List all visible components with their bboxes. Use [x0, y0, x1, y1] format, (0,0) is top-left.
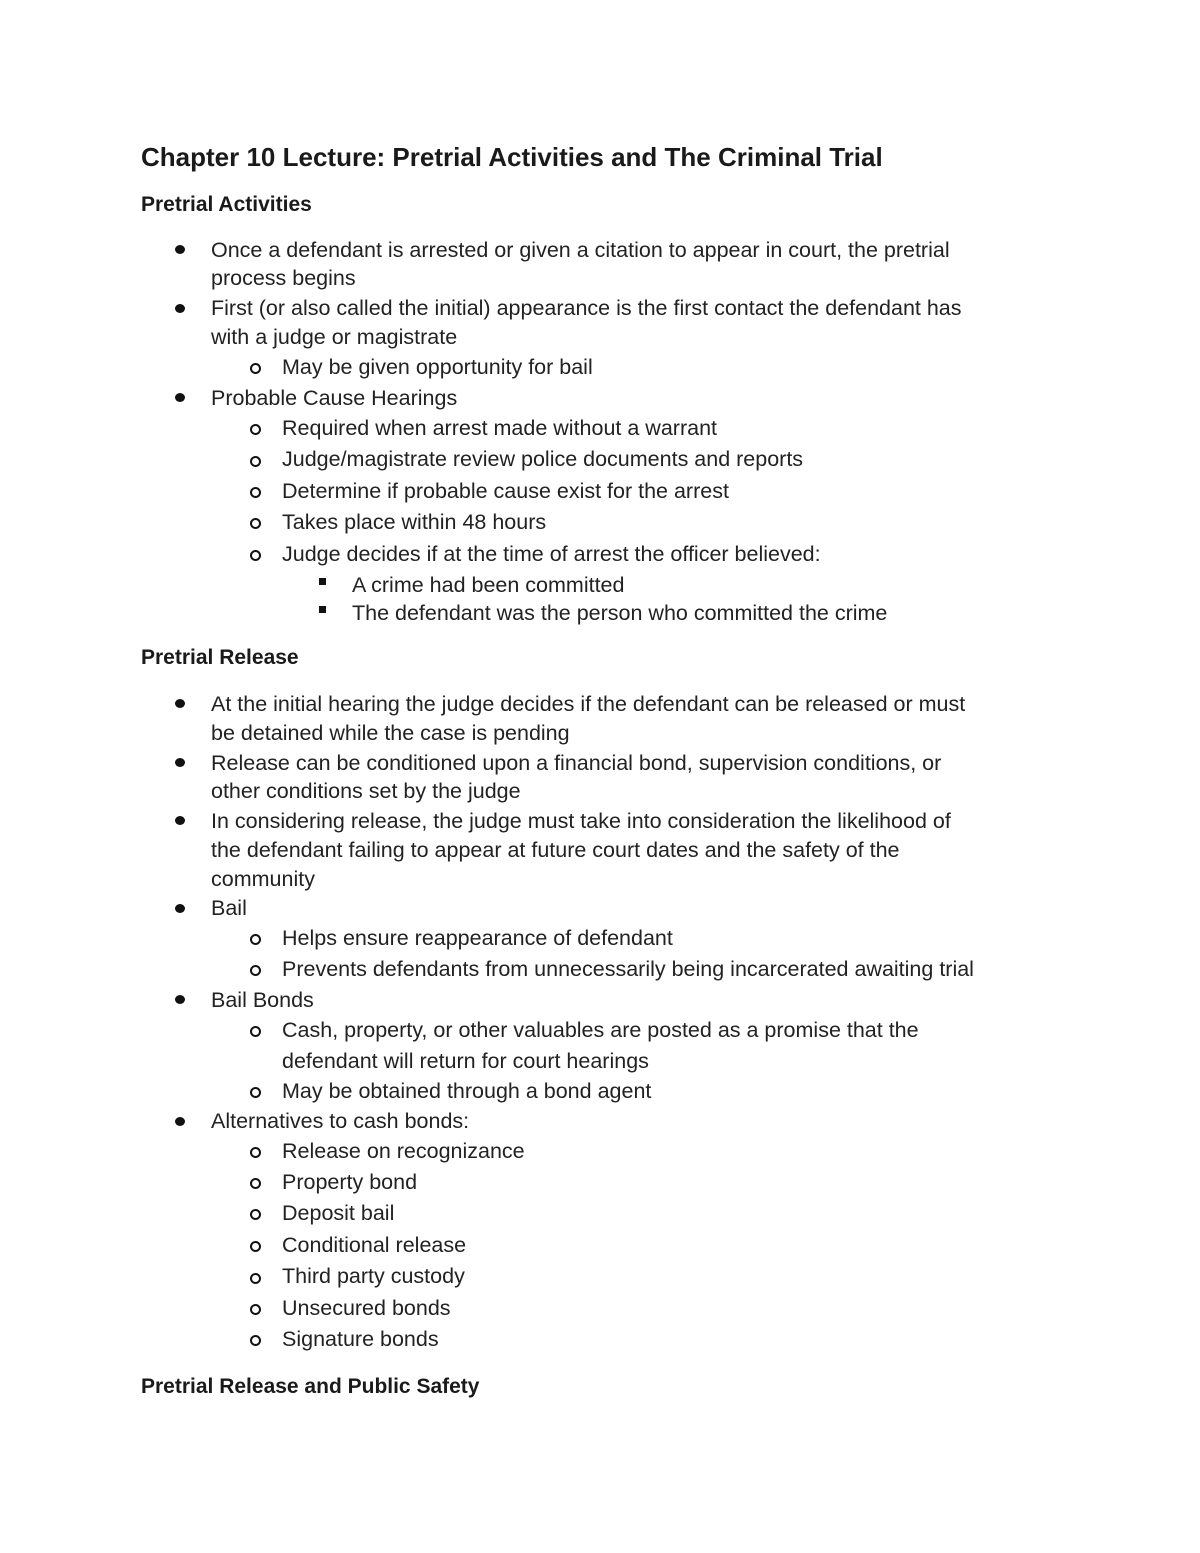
bullet-circle-icon [250, 1335, 261, 1346]
list-item: Alternatives to cash bonds: [211, 1109, 470, 1133]
bullet-circle-icon [250, 518, 261, 529]
sub-list-item: Deposit bail [282, 1201, 395, 1225]
bullet-dot-icon [175, 393, 185, 402]
bullet-dot-icon [175, 1117, 185, 1126]
sub-list-item: Prevents defendants from unnecessarily being incarcerated awaiting trial [282, 957, 974, 981]
bullet-dot-icon [175, 995, 185, 1004]
bullet-circle-icon [250, 1304, 261, 1315]
bullet-dot-icon [175, 816, 185, 825]
list-item: Bail [211, 896, 247, 920]
list-item: Bail Bonds [211, 988, 314, 1012]
bullet-circle-icon [250, 934, 261, 945]
bullet-circle-icon [250, 456, 261, 467]
bullet-circle-icon [250, 1147, 261, 1158]
sub-list-item: Property bond [282, 1170, 418, 1194]
section-heading-pretrial-release-public-safety: Pretrial Release and Public Safety [141, 1375, 480, 1398]
bullet-square-icon [319, 578, 326, 585]
sub-list-item: Cash, property, or other valuables are posted as a promise that the [282, 1018, 919, 1042]
list-item: In considering release, the judge must take into consideration the likelihood of [211, 809, 951, 833]
list-item-continuation: other conditions set by the judge [211, 779, 521, 803]
list-item-continuation: community [211, 867, 315, 891]
bullet-circle-icon [250, 363, 261, 374]
sub-sub-list-item: The defendant was the person who committed the crime [352, 601, 888, 625]
sub-list-item: Conditional release [282, 1233, 467, 1257]
bullet-circle-icon [250, 550, 261, 561]
list-item-continuation: be detained while the case is pending [211, 721, 570, 745]
bullet-dot-icon [175, 758, 185, 767]
bullet-circle-icon [250, 424, 261, 435]
list-item: First (or also called the initial) appearance is the first contact the defendant has [211, 296, 962, 320]
bullet-circle-icon [250, 965, 261, 976]
sub-list-item: Release on recognizance [282, 1139, 525, 1163]
sub-list-item: Judge/magistrate review police documents and reports [282, 447, 804, 471]
bullet-dot-icon [175, 304, 185, 313]
sub-list-item: Unsecured bonds [282, 1296, 451, 1320]
sub-list-item: Third party custody [282, 1264, 465, 1288]
list-item: Once a defendant is arrested or given a citation to appear in court, the pretrial [211, 238, 950, 262]
section-heading-pretrial-release: Pretrial Release [141, 646, 299, 669]
bullet-square-icon [319, 606, 326, 613]
list-item-continuation: process begins [211, 266, 356, 290]
bullet-circle-icon [250, 1026, 261, 1037]
sub-list-item: Helps ensure reappearance of defendant [282, 926, 673, 950]
list-item: At the initial hearing the judge decides if the defendant can be released or must [211, 692, 966, 716]
document-title: Chapter 10 Lecture: Pretrial Activities and The Criminal Trial [141, 142, 883, 172]
bullet-dot-icon [175, 245, 185, 254]
bullet-circle-icon [250, 1087, 261, 1098]
sub-list-item: Signature bonds [282, 1327, 439, 1351]
section-heading-pretrial-activities: Pretrial Activities [141, 193, 312, 216]
bullet-dot-icon [175, 904, 185, 913]
sub-sub-list-item: A crime had been committed [352, 573, 625, 597]
bullet-circle-icon [250, 487, 261, 498]
list-item-continuation: the defendant failing to appear at future court dates and the safety of the [211, 838, 900, 862]
bullet-circle-icon [250, 1209, 261, 1220]
sub-list-item-continuation: defendant will return for court hearings [282, 1049, 649, 1073]
sub-list-item: Required when arrest made without a warrant [282, 416, 717, 440]
list-item: Release can be conditioned upon a financial bond, supervision conditions, or [211, 751, 942, 775]
sub-list-item: Determine if probable cause exist for the arrest [282, 479, 729, 503]
sub-list-item: Judge decides if at the time of arrest the officer believed: [282, 542, 821, 566]
list-item: Probable Cause Hearings [211, 386, 458, 410]
bullet-circle-icon [250, 1273, 261, 1284]
sub-list-item: Takes place within 48 hours [282, 510, 547, 534]
list-item-continuation: with a judge or magistrate [211, 325, 458, 349]
bullet-dot-icon [175, 699, 185, 708]
sub-list-item: May be obtained through a bond agent [282, 1079, 652, 1103]
sub-list-item: May be given opportunity for bail [282, 355, 593, 379]
bullet-circle-icon [250, 1241, 261, 1252]
bullet-circle-icon [250, 1178, 261, 1189]
